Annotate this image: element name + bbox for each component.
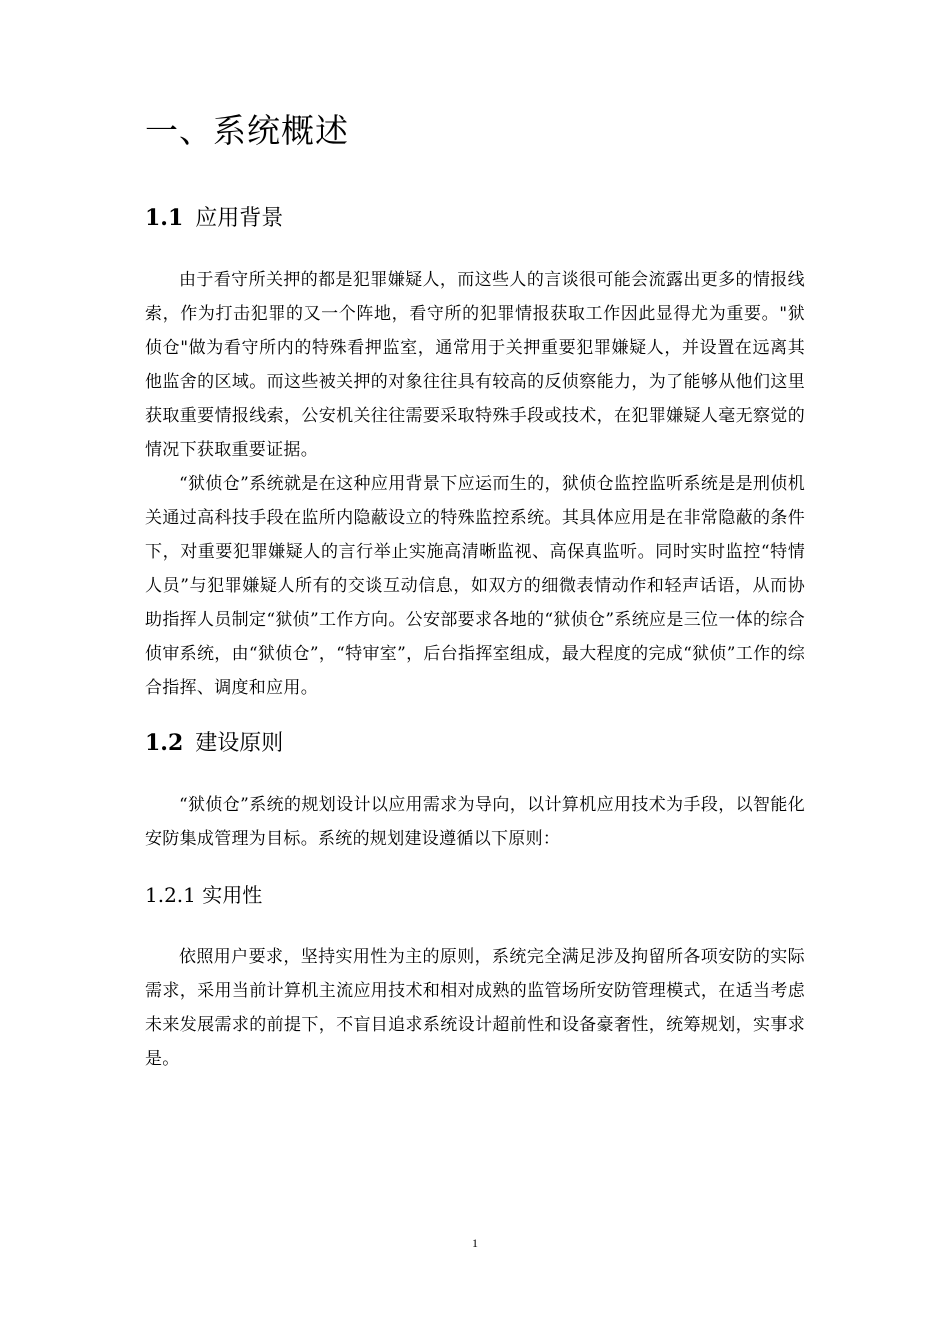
paragraph: 由于看守所关押的都是犯罪嫌疑人，而这些人的言谈很可能会流露出更多的情报线索，作为打击犯罪的又一个阵地，看守所的犯罪情报获取工作因此显得尤为重要。"狱侦仓"做为看守所内的特殊看押监室，通常用于关押重要犯罪嫌疑人，并设置在远离其他监舍的区域。而这些被关押的对象往往具有较高的反侦察能力，为了能够从他们这里获取重要情报线索，公安机关往往需要采取特殊手段或技术，在犯罪嫌疑人毫无察觉的情况下获取重要证据。 [145, 270, 805, 460]
paragraph: “狱侦仓”系统的规划设计以应用需求为导向，以计算机应用技术为手段，以智能化安防集成管理为目标。系统的规划建设遵循以下原则： [145, 795, 805, 849]
section-number: 1.1 [145, 205, 184, 231]
page-number: 1 [472, 1236, 478, 1250]
section-number: 1.2 [145, 730, 184, 756]
paragraph: 依照用户要求，坚持实用性为主的原则，系统完全满足涉及拘留所各项安防的实际需求，采用当前计算机主流应用技术和相对成熟的监管场所安防管理模式，在适当考虑未来发展需求的前提下，不盲目追求系统设计超前性和设备豪奢性，统筹规划，实事求是。 [145, 947, 805, 1069]
section-title: 建设原则 [195, 731, 284, 756]
paragraph: “狱侦仓”系统就是在这种应用背景下应运而生的，狱侦仓监控监听系统是是刑侦机关通过高科技手段在监所内隐蔽设立的特殊监控系统。其具体应用是在非常隐蔽的条件下，对重要犯罪嫌疑人的言行举止实施高清晰监视、高保真监听。同时实时监控“特情人员”与犯罪嫌疑人所有的交谈互动信息，如双方的细微表情动作和轻声话语，从而协助指挥人员制定“狱侦”工作方向。公安部要求各地的“狱侦仓”系统应是三位一体的综合侦审系统，由“狱侦仓”，“特审室”，后台指挥室组成，最大程度的完成“狱侦”工作的综合指挥、调度和应用。 [145, 474, 805, 698]
section-heading-1-1 [145, 202, 805, 235]
subsection-heading-1-2-1: 1.2.1 实用性 [145, 883, 263, 907]
section-title: 应用背景 [195, 206, 284, 231]
chapter-title: 一、系统概述 [145, 111, 349, 150]
page-content [145, 108, 805, 1076]
section-heading-1-2 [145, 727, 805, 760]
